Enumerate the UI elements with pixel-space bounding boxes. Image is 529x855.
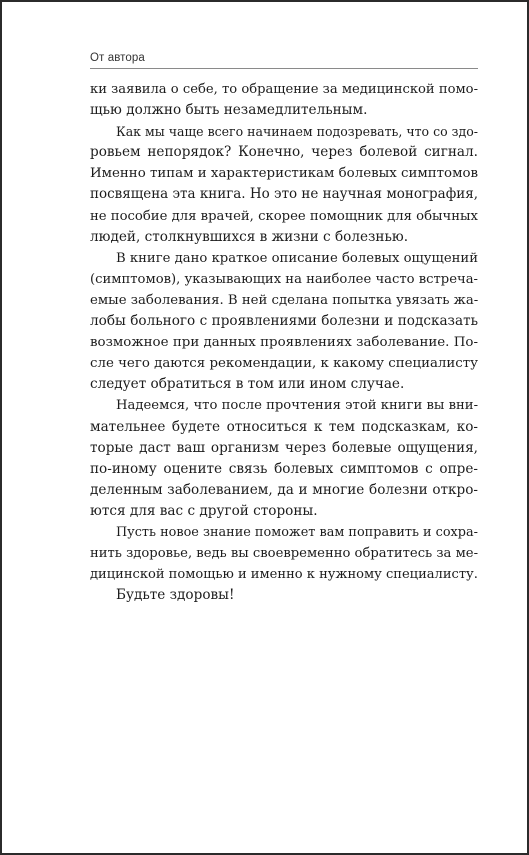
body-text [90,79,478,606]
paragraph [90,522,478,585]
paragraph [90,585,478,606]
header-rule [90,68,478,69]
text-line: не пособие для врачей, скорее помощник для обычных [90,208,478,224]
text-line: Надеемся, что после прочтения этой книги вы вни- [116,398,479,414]
text-line: сле чего даются рекомендации, к какому специалисту [90,356,478,372]
text-line: Будьте здоровы! [116,587,235,604]
text-line: лобы больного с проявлениями болезни и подсказать [90,313,478,330]
text-line: ются для вас с другой стороны. [90,502,318,519]
running-head: От автора [90,52,145,64]
paragraph [90,248,478,396]
text-line: ровьем непорядок? Конечно, через болевой сигнал. [90,144,478,161]
text-line: (симптомов), указывающих на наиболее часто встреча- [90,271,478,287]
text-line: емые заболевания. В ней сделана попытка увязать жа- [90,292,479,308]
text-line: Пусть новое знание поможет вам поправить и сохра- [116,524,478,540]
text-line: ки заявила о себе, то обращение за медицинской помо- [90,82,478,97]
text-line: мательнее будете относиться к тем подсказкам, ко- [90,418,478,435]
text-line: деленным заболеванием, да и многие болезни откро- [90,481,478,498]
text-line: по-иному оцените связь болевых симптомов с опре- [90,460,478,477]
text-line: торые даст ваш организм через болевые ощущения, [90,439,478,456]
text-line: щью должно быть незамедлительным. [90,102,368,119]
paragraph [90,79,478,121]
text-line: нить здоровье, ведь вы своевременно обратитесь за ме- [90,546,479,562]
text-line: дицинской помощью и именно к нужному специалисту. [90,567,478,583]
text-line: возможное при данных проявлениях заболевание. По- [90,335,478,351]
text-line: посвящена эта книга. Но это не научная монография, [90,186,478,203]
text-line: следует обратиться в том или ином случае. [90,376,405,393]
paragraph [90,395,478,522]
paragraph [90,121,478,248]
text-line: людей, столкнувшихся в жизни с болезнью. [90,228,409,245]
text-line: Именно типам и характеристикам болевых симптомов [90,166,478,182]
text-line: Как мы чаще всего начинаем подозревать, что со здо- [116,124,478,140]
text-line: В книге дано краткое описание болевых ощущений [116,250,478,266]
